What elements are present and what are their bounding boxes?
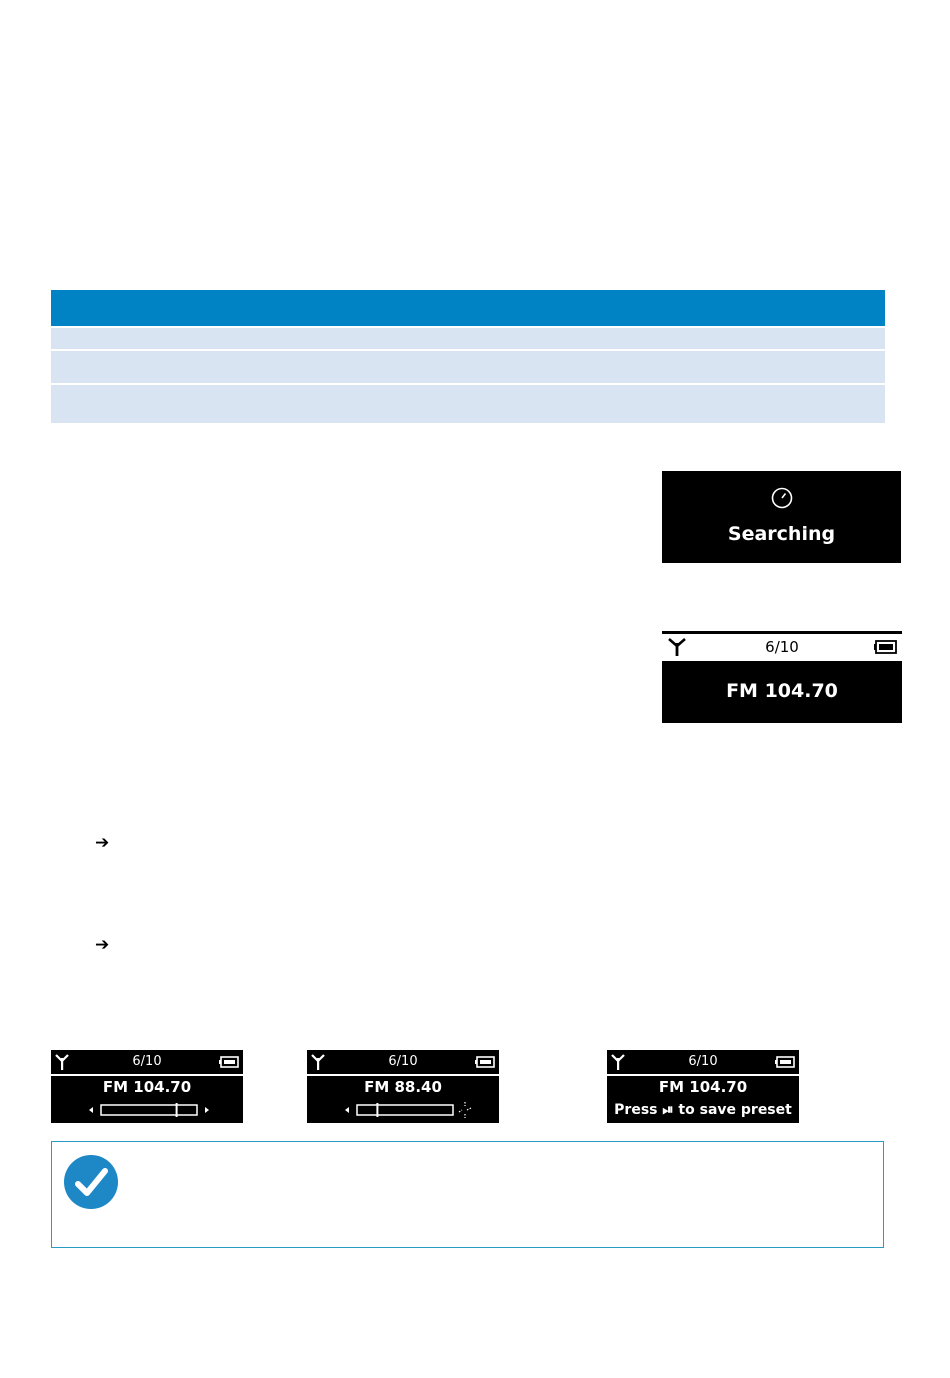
searching-screen (662, 471, 901, 563)
preset-count: 6/10 (688, 1054, 718, 1069)
preset-count: 6/10 (132, 1054, 162, 1069)
tuner-knob (376, 1103, 378, 1117)
tune-current-screen (51, 1050, 243, 1123)
frequency-label: FM 104.70 (102, 1078, 192, 1096)
table-row (51, 351, 885, 383)
clock-icon (771, 487, 793, 509)
frequency-label: FM 88.40 (364, 1078, 442, 1096)
loading-spinner-icon (459, 1102, 471, 1118)
preset-count: 6/10 (388, 1054, 418, 1069)
fm-station-screen (662, 631, 902, 723)
tuner-slider (51, 1100, 243, 1120)
table-row (51, 385, 885, 423)
right-arrow-icon (205, 1107, 209, 1113)
left-arrow-icon (345, 1107, 349, 1113)
checkmark-icon (63, 1154, 119, 1210)
save-preset-screen (607, 1050, 799, 1123)
searching-label: Searching (727, 523, 836, 545)
table-row (51, 328, 885, 349)
table-header (51, 290, 885, 326)
divider (607, 1074, 799, 1076)
frequency-label: FM 104.70 (658, 1078, 748, 1096)
frequency-label: FM 104.70 (726, 680, 838, 702)
preset-count: 6/10 (765, 638, 799, 656)
arrow-right-icon: ➔ (95, 833, 110, 853)
tuner-slider (307, 1100, 499, 1120)
arrow-right-icon: ➔ (95, 935, 110, 955)
divider (662, 659, 902, 661)
save-preset-hint: Press ⏯ to save preset (614, 1102, 792, 1118)
tune-adjusting-screen (307, 1050, 499, 1123)
note-box (51, 1141, 884, 1248)
divider (307, 1074, 499, 1076)
divider (51, 1074, 243, 1076)
left-arrow-icon (89, 1107, 93, 1113)
tuner-knob (176, 1103, 178, 1117)
